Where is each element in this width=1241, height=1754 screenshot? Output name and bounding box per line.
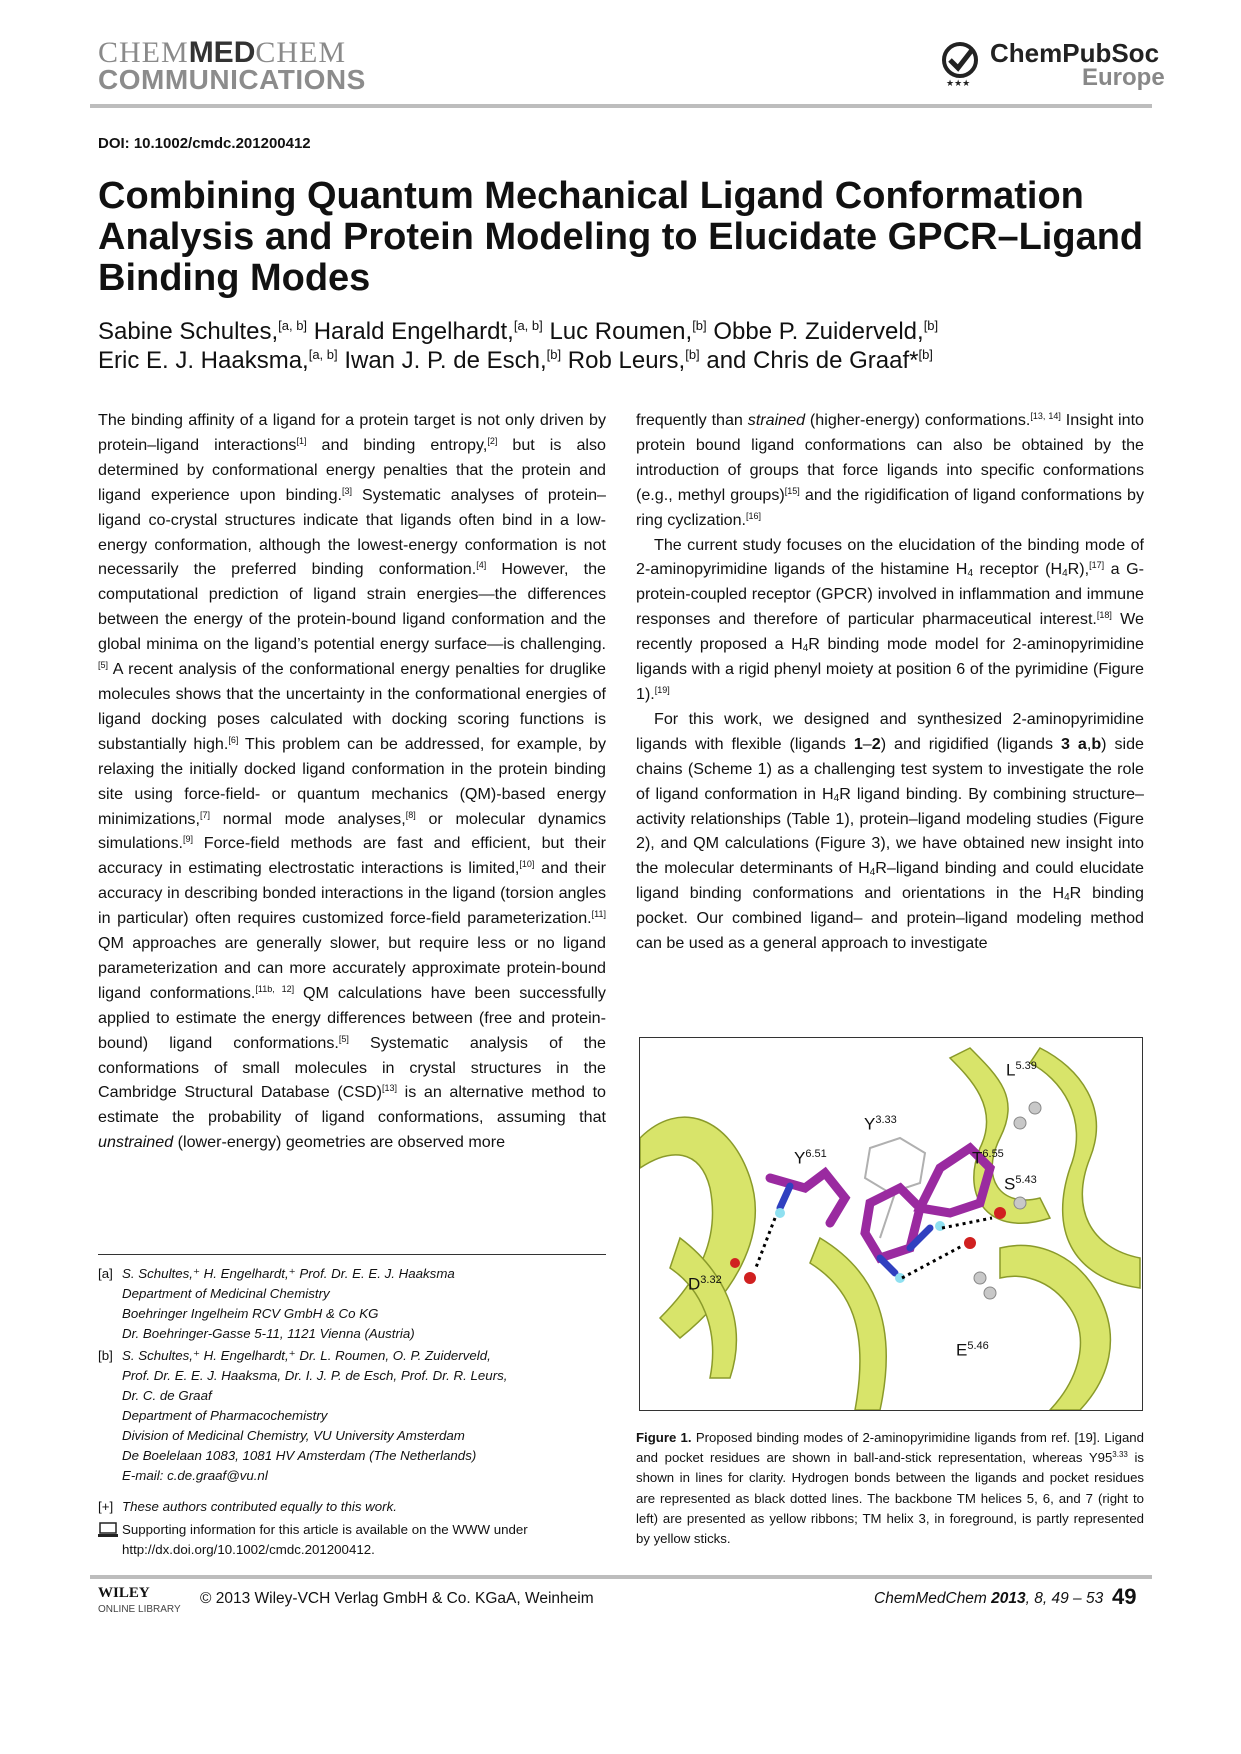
body-text: Force-field methods are fast and efficient, but their accuracy in estimating electrostatic interactions is limited, xyxy=(98,834,606,878)
body-text: However, the computational prediction of ligand strain energies—the differences between the energy of the protein-bound ligand conformation and the global minima on the ligand’s potential energy surface—is challenging. xyxy=(98,560,606,654)
residue-label-base: D xyxy=(688,1274,701,1294)
footnote-text: These authors contributed equally to this work. xyxy=(122,1499,397,1514)
journal-suffix: CHEM xyxy=(255,36,347,69)
compound-label: 1 xyxy=(853,734,863,753)
residue-label-sup: 3.33 xyxy=(875,1114,897,1126)
article-title: Combining Quantum Mechanical Ligand Conformation Analysis and Protein Modeling to Elucidate GPCR–Ligand Binding Modes xyxy=(98,175,1144,299)
body-text: and binding entropy, xyxy=(306,435,488,454)
body-text: R binding mode model for 2-aminopyrimidine ligands with a rigid phenyl moiety at position 6 of the pyrimidine (Figure 1). xyxy=(636,635,1144,703)
footer-rule xyxy=(90,1575,1152,1579)
citation[interactable]: [5] xyxy=(338,1033,349,1044)
body-text: – xyxy=(862,734,872,753)
section-label: COMMUNICATIONS xyxy=(98,64,366,95)
author-affiliation: [b] xyxy=(918,347,933,362)
residue-label xyxy=(864,1114,897,1135)
header-rule xyxy=(90,104,1152,108)
body-text: receptor (H xyxy=(973,560,1063,579)
body-text: Insight into protein bound ligand conformations can also be obtained by the introduction of groups that force ligands into specific conformations (e.g., methyl groups) xyxy=(636,411,1144,504)
residue-label-sup: 6.55 xyxy=(982,1148,1004,1160)
body-text: QM calculations have been successfully applied to estimate the energy differences between (free and protein-bound) ligand conformations. xyxy=(98,983,606,1052)
body-text: a G-protein-coupled receptor (GPCR) involved in inflammation and immune responses and therefore of particular pharmaceutical interest. xyxy=(636,560,1145,629)
footnote-tag: [+] xyxy=(98,1499,114,1514)
caption-text: is shown in lines for clarity. Hydrogen bonds between the ligands and pocket residues are represented as black dotted lines. The backbone TM helices 5, 6, and 7 (right to left) are presented as yellow ribbons; TM helix 3, in foreground, is partly represented by yellow sticks. xyxy=(636,1450,1144,1547)
author: Rob Leurs, xyxy=(567,347,686,374)
subscript: 4 xyxy=(1062,568,1068,580)
citation[interactable]: [10] xyxy=(519,859,535,870)
journal-prefix: CHEM xyxy=(98,36,189,69)
wiley-logo-subtitle: ONLINE LIBRARY xyxy=(98,1604,181,1615)
body-text: ) side chains (Scheme 1) as a challenging test system to investigate the role of ligand conformation in H xyxy=(636,734,1144,803)
citation[interactable]: [11] xyxy=(591,909,606,920)
author: Iwan J. P. de Esch, xyxy=(344,347,547,374)
subscript: 4 xyxy=(802,643,809,655)
body-text: The current study focuses on the elucidation of the binding mode of 2-aminopyrimidine ligands of the histamine H xyxy=(636,535,1144,579)
body-text: , xyxy=(1086,734,1092,753)
body-text: Systematic analysis of the conformations of small molecules in crystal structures in the Cambridge Structural Database (CSD) xyxy=(98,1033,606,1102)
residue-label xyxy=(688,1274,722,1295)
residue-label-base: T xyxy=(972,1148,983,1168)
citation[interactable]: [8] xyxy=(405,809,416,820)
compound-label: 2 xyxy=(871,734,881,753)
protein-ligand-illustration xyxy=(640,1038,1142,1410)
footnote-text[interactable]: Supporting information for this article is available on the WWW under http://dx.doi.org/10.1002/cmdc.201200412. xyxy=(122,1522,528,1557)
residue-label-sup: 5.39 xyxy=(1015,1060,1037,1072)
author-affiliation: [a, b] xyxy=(513,318,543,333)
body-text: R binding pocket. Our combined ligand– and protein–ligand modeling method can be used as a general approach to investigate xyxy=(636,884,1144,953)
compound-label: b xyxy=(1091,734,1102,753)
body-text: (higher-energy) conformations. xyxy=(805,411,1031,429)
caption-label: Figure 1. xyxy=(636,1430,692,1445)
residue-label-base: Y xyxy=(864,1114,876,1134)
author: Harald Engelhardt, xyxy=(313,318,514,345)
residue-label-base: E xyxy=(956,1340,968,1360)
subscript: 4 xyxy=(1064,892,1070,904)
residue-label xyxy=(1004,1174,1037,1195)
citation[interactable]: [16] xyxy=(746,510,762,521)
author: and Chris de Graaf* xyxy=(706,347,919,374)
residue-label xyxy=(972,1148,1004,1169)
compound-label: 3 a xyxy=(1060,734,1087,753)
author: Obbe P. Zuiderveld, xyxy=(713,318,924,345)
publisher-region: Europe xyxy=(1082,64,1165,91)
author: Sabine Schultes, xyxy=(98,318,279,345)
author-affiliation: [b] xyxy=(692,318,707,333)
body-text: frequently than xyxy=(636,411,748,429)
citation[interactable]: [15] xyxy=(784,485,800,496)
body-text: A recent analysis of the conformational energy penalties for druglike molecules shows that the uncertainty in the conformational energies of ligand docking poses calculated with docking scoring functions is substantially high. xyxy=(98,660,606,753)
citation[interactable]: [19] xyxy=(654,684,670,695)
citation[interactable]: [7] xyxy=(199,809,210,820)
author-list xyxy=(98,317,1148,375)
subscript: 4 xyxy=(967,568,973,580)
body-text-italic: unstrained xyxy=(98,1133,174,1152)
residue-label-sup: 6.51 xyxy=(805,1148,827,1160)
body-text-italic: strained xyxy=(747,411,806,429)
body-text: R ligand binding. By combining structure–activity relationships (Table 1), protein–ligand modeling studies (Figure 2), and QM calculations (Figure 3), we have obtained new insight into the molecular determinants of H xyxy=(636,784,1144,878)
journal-ref-name: ChemMedChem xyxy=(874,1590,992,1607)
author-affiliation: [b] xyxy=(685,347,700,362)
body-text: Systematic analyses of protein–ligand co-crystal structures indicate that ligands often bind in a low-energy conformation, although the lowest-energy conformation is not necessarily the preferred binding conformation. xyxy=(98,485,606,579)
citation[interactable]: [4] xyxy=(476,560,487,571)
citation[interactable]: [18] xyxy=(1096,610,1112,621)
subscript: 4 xyxy=(869,867,876,879)
footnote-tag: [a] xyxy=(98,1266,113,1281)
citation[interactable]: [17] xyxy=(1089,560,1105,571)
journal-ref-year: 2013 xyxy=(991,1590,1026,1607)
citation[interactable]: [2] xyxy=(487,435,498,446)
citation[interactable]: [3] xyxy=(342,485,353,496)
caption-sup: 3.33 xyxy=(1112,1450,1128,1460)
residue-label xyxy=(956,1340,989,1361)
figure-1 xyxy=(639,1037,1143,1411)
residue-label xyxy=(1006,1060,1037,1081)
paragraph xyxy=(636,707,1144,956)
body-text: R–ligand binding and could elucidate ligand binding conformations and orientations in the H xyxy=(636,859,1144,903)
citation[interactable]: [5] xyxy=(98,660,109,671)
residue-label-sup: 5.46 xyxy=(967,1340,989,1352)
subscript: 4 xyxy=(833,792,840,804)
residue-label-sup: 5.43 xyxy=(1015,1174,1037,1186)
body-text: normal mode analyses, xyxy=(209,809,406,828)
paragraph xyxy=(636,533,1144,707)
body-text: This problem can be addressed, for example, by relaxing the initially docked ligand conformation in the protein binding site using force-field- or quantum mechanics (QM)-based energy minimizations, xyxy=(98,734,606,828)
body-text: (lower-energy) geometries are observed more xyxy=(173,1133,506,1152)
footnote-text: S. Schultes,⁺ H. Engelhardt,⁺ Prof. Dr. E. E. J. Haaksma Department of Medicinal Chemistry Boehringer Ingelheim RCV GmbH & Co KG Dr. Boehringer-Gasse 5-11, 1121 Vienna (Austria) xyxy=(122,1266,455,1341)
figure-caption xyxy=(636,1428,1144,1549)
body-text: We recently proposed a H xyxy=(636,610,1145,654)
citation[interactable]: [11b, 12] xyxy=(255,983,295,994)
residue-label-base: L xyxy=(1006,1060,1016,1080)
body-text: but is also determined by conformational energy penalties that the protein and ligand experience upon binding. xyxy=(98,435,606,504)
body-text: is an alternative method to estimate the probability of ligand conformations, assuming that xyxy=(98,1083,606,1127)
chempubsoc-logo-icon xyxy=(940,38,984,88)
author: Eric E. J. Haaksma, xyxy=(98,347,309,374)
author-affiliation: [a, b] xyxy=(308,347,338,362)
residue-label xyxy=(794,1148,827,1169)
journal-ref-pages: , 8, 49 – 53 xyxy=(1025,1590,1104,1607)
author-affiliation: [b] xyxy=(923,318,939,333)
footnote-rule xyxy=(98,1254,606,1255)
author: Luc Roumen, xyxy=(549,318,693,345)
citation[interactable]: [13] xyxy=(382,1083,398,1094)
paragraph xyxy=(98,408,606,1155)
residue-label-sup: 3.32 xyxy=(700,1274,722,1286)
body-text: The binding affinity of a ligand for a protein target is not only driven by protein–ligand interactions xyxy=(98,411,606,454)
journal-reference xyxy=(874,1590,1103,1608)
author-affiliation: [a, b] xyxy=(278,318,308,333)
body-text: and the rigidification of ligand conformations by ring cyclization. xyxy=(636,485,1144,529)
doi: DOI: 10.1002/cmdc.201200412 xyxy=(98,135,311,152)
body-text: QM approaches are generally slower, but require less or no ligand parameterization and can more accurately approximate protein-bound ligand conformations. xyxy=(98,934,606,1002)
body-text: R), xyxy=(1067,560,1090,579)
residue-label-base: Y xyxy=(794,1148,806,1168)
body-text: For this work, we designed and synthesized 2-aminopyrimidine ligands with flexible (ligands xyxy=(636,709,1144,753)
footnote-text: S. Schultes,⁺ H. Engelhardt,⁺ Dr. L. Roumen, O. P. Zuiderveld, Prof. Dr. E. E. J. Haaksma, Dr. I. J. P. de Esch, Prof. Dr. R. Leurs, Dr. C. de Graaf Department of Pharmacochemistry Division of Medicinal Chemistry, VU University Amsterdam De Boelelaan 1083, 1081 HV Amsterdam (The Netherlands) E-mail: c.de.graaf@vu.nl xyxy=(122,1348,508,1483)
page-number: 49 xyxy=(1112,1584,1137,1609)
svg-text:★★★: ★★★ xyxy=(946,79,971,88)
citation[interactable]: [13, 14] xyxy=(1030,411,1061,421)
paragraph xyxy=(636,408,1144,533)
body-text: ) and rigidified (ligands xyxy=(880,734,1061,753)
body-column-left xyxy=(98,408,606,1155)
computer-icon xyxy=(98,1522,118,1538)
publisher-name: ChemPubSoc xyxy=(990,38,1160,68)
wiley-logo: WILEY xyxy=(98,1585,150,1601)
copyright: © 2013 Wiley-VCH Verlag GmbH & Co. KGaA, Weinheim xyxy=(200,1590,594,1607)
body-column-right xyxy=(636,408,1144,956)
caption-text: Proposed binding modes of 2-aminopyrimidine ligands from ref. [19]. Ligand and pocket residues are shown in ball-and-stick representation, whereas Y95 xyxy=(636,1430,1144,1466)
body-text: or molecular dynamics simulations. xyxy=(98,809,607,853)
citation[interactable]: [6] xyxy=(228,734,239,745)
author-affiliation: [b] xyxy=(546,347,562,362)
journal-mid: MED xyxy=(188,36,256,69)
citation[interactable]: [9] xyxy=(182,834,193,845)
body-text: and their accuracy in describing bonded interactions in the ligand (torsion angles in particular) often requires customized force-field parameterization. xyxy=(98,859,606,928)
residue-label-base: S xyxy=(1004,1174,1016,1194)
footnote-tag: [b] xyxy=(98,1348,113,1363)
citation[interactable]: [1] xyxy=(296,435,307,446)
